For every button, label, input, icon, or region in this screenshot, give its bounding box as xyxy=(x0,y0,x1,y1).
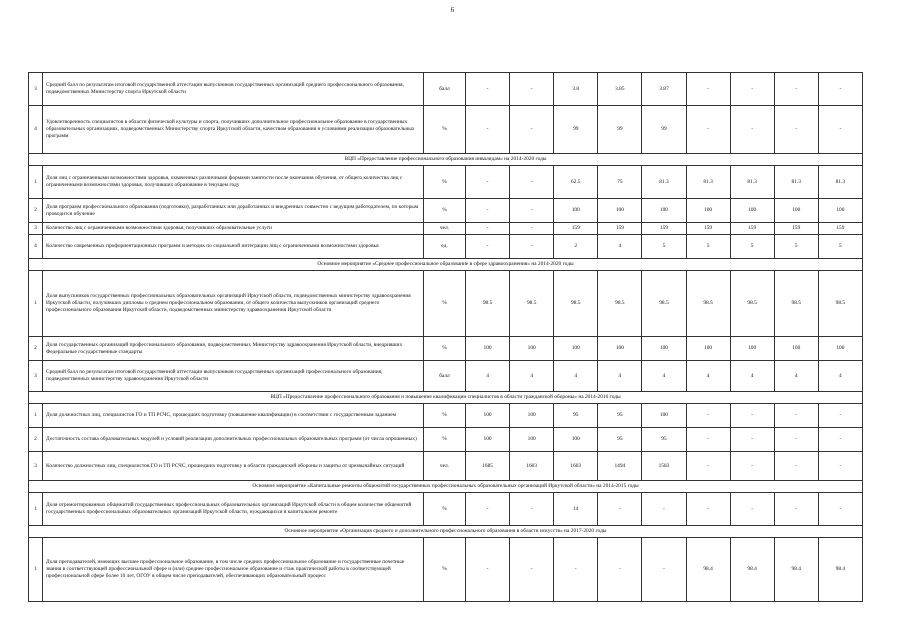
indicator-value: 159 xyxy=(554,223,598,235)
indicator-value: 5 xyxy=(686,235,730,259)
indicator-value: - xyxy=(466,493,510,526)
indicator-value: 159 xyxy=(686,223,730,235)
indicator-value: 98.5 xyxy=(730,271,774,337)
row-number: 3 xyxy=(29,73,43,106)
indicator-description: Средний балл по результатам итоговой государственной аттестации выпускников государственных организаций среднего профессионального образования, подведомственных Министерству спорта Иркутской области xyxy=(43,73,424,106)
indicator-value: 100 xyxy=(554,337,598,361)
indicator-value: 100 xyxy=(466,337,510,361)
row-number: 1 xyxy=(29,493,43,526)
indicator-value: 1494 xyxy=(598,452,642,481)
table-row xyxy=(29,235,863,259)
indicator-description: Доля отремонтированных общежитий государственных профессиональных образовательных организаций Иркутской области в общем количестве общежитий государственных профессиональных образовательных организаций Иркутской области, нуждающихся в капитальном ремонте xyxy=(43,493,424,526)
section-title: Основное мероприятие «Капитальные ремонты общежитий государственных профессиональных образовательных организаций Иркутской области» на 2014-2015 годы xyxy=(29,481,863,493)
indicator-value: 62.5 xyxy=(554,166,598,199)
table-row xyxy=(29,223,863,235)
indicator-value: 1583 xyxy=(642,452,686,481)
indicator-value: 4 xyxy=(598,361,642,392)
table-row xyxy=(29,361,863,392)
indicator-value: 4 xyxy=(510,361,554,392)
row-number: 2 xyxy=(29,337,43,361)
table-row xyxy=(29,73,863,106)
indicator-value: 4 xyxy=(466,361,510,392)
table-row xyxy=(29,428,863,452)
indicator-value: - xyxy=(774,493,818,526)
row-number: 2 xyxy=(29,428,43,452)
indicator-value: - xyxy=(642,493,686,526)
indicator-value: 95 xyxy=(554,404,598,428)
indicator-value: 98.5 xyxy=(686,271,730,337)
unit-of-measure: балл xyxy=(423,361,465,392)
indicator-value: - xyxy=(510,73,554,106)
indicator-value: - xyxy=(642,538,686,602)
indicator-value: - xyxy=(686,493,730,526)
indicator-value: - xyxy=(818,73,862,106)
indicator-value: - xyxy=(466,199,510,223)
indicator-value: 5 xyxy=(774,235,818,259)
indicator-value: - xyxy=(818,452,862,481)
indicator-value: 5 xyxy=(730,235,774,259)
indicator-value: - xyxy=(774,452,818,481)
row-number: 3 xyxy=(29,361,43,392)
indicator-value: - xyxy=(730,428,774,452)
indicator-value: 98.5 xyxy=(642,271,686,337)
indicator-value: 100 xyxy=(510,337,554,361)
section-title: ВЦП «Предоставление профессионального образования инвалидам» на 2014-2020 годы xyxy=(29,154,863,166)
row-number: 1 xyxy=(29,166,43,199)
unit-of-measure: % xyxy=(423,538,465,602)
indicator-value: 100 xyxy=(818,337,862,361)
indicator-value: - xyxy=(818,428,862,452)
indicator-value: - xyxy=(510,106,554,154)
indicator-description: Удовлетворенность специалистов в области физической культуры и спорта, получивших дополнительное профессиональное образование в государственных образовательных организациях, подведомственных Министерству спорта Иркутской области, качеством образования и условиями реализации образовательных программ xyxy=(43,106,424,154)
table-row xyxy=(29,452,863,481)
indicator-value: 1603 xyxy=(510,452,554,481)
indicator-value: 100 xyxy=(774,337,818,361)
row-number: 4 xyxy=(29,235,43,259)
indicator-value: 100 xyxy=(730,199,774,223)
indicator-value: - xyxy=(774,404,818,428)
indicator-value: 3.8 xyxy=(554,73,598,106)
indicator-value: 1685 xyxy=(466,452,510,481)
indicator-value: 100 xyxy=(642,199,686,223)
indicator-value: - xyxy=(510,199,554,223)
indicator-value: - xyxy=(510,538,554,602)
indicators-table xyxy=(28,72,863,602)
indicator-value: 5 xyxy=(818,235,862,259)
indicator-value: - xyxy=(730,73,774,106)
indicator-value: 81.3 xyxy=(818,166,862,199)
indicator-value: - xyxy=(686,404,730,428)
row-number: 1 xyxy=(29,404,43,428)
indicator-value: 100 xyxy=(598,337,642,361)
section-header-row xyxy=(29,526,863,538)
indicator-value: - xyxy=(466,538,510,602)
indicator-value: 100 xyxy=(818,199,862,223)
page-number: 6 xyxy=(450,6,455,14)
indicator-value: - xyxy=(730,493,774,526)
indicator-value: - xyxy=(510,166,554,199)
table-row xyxy=(29,106,863,154)
table-body xyxy=(29,73,863,602)
section-title: Основное мероприятие «Организация среднего и дополнительного профессионального образования в области искусств» на 2017-2020 годы xyxy=(29,526,863,538)
row-number: 4 xyxy=(29,106,43,154)
indicator-value: 4 xyxy=(598,235,642,259)
row-number: 2 xyxy=(29,199,43,223)
indicator-value: - xyxy=(730,106,774,154)
indicator-value: - xyxy=(818,493,862,526)
indicator-value: 98.5 xyxy=(554,271,598,337)
indicator-value: 100 xyxy=(554,428,598,452)
indicator-value: 95 xyxy=(598,428,642,452)
indicator-description: Доля должностных лиц, специалистов ГО и ТП РСЧС, прошедших подготовку (повышение квалификации) в соответствии с государственным заданием xyxy=(43,404,424,428)
indicator-value: 100 xyxy=(686,337,730,361)
indicator-value: - xyxy=(466,73,510,106)
indicator-description: Количество современных профориентационных программ и методик по социальной интеграции лиц с ограниченными возможностями здоровья xyxy=(43,235,424,259)
indicator-value: 4 xyxy=(818,361,862,392)
indicator-value: - xyxy=(686,73,730,106)
indicator-description: Доля выпускников государственных профессиональных образовательных организаций Иркутской области, подведомственных министерству здравоохранения Иркутской области, получивших дипломы о среднем профессиональном образовании, от общего количества выпускников организаций среднего профессионального образования Иркутской области, подведомственных министерству здравоохранения Иркутской области xyxy=(43,271,424,337)
indicator-value: 4 xyxy=(642,361,686,392)
unit-of-measure: чел. xyxy=(423,452,465,481)
indicator-value: - xyxy=(686,428,730,452)
row-number: 1 xyxy=(29,271,43,337)
indicator-value: 75 xyxy=(598,166,642,199)
indicator-value: - xyxy=(466,166,510,199)
indicator-value: 3.87 xyxy=(642,73,686,106)
indicator-value: 98.5 xyxy=(466,271,510,337)
table-row xyxy=(29,404,863,428)
unit-of-measure: % xyxy=(423,199,465,223)
indicator-value: 159 xyxy=(598,223,642,235)
indicator-value: 100 xyxy=(686,199,730,223)
indicator-value: 81.3 xyxy=(730,166,774,199)
indicator-description: Количество должностных лиц, специалистов ГО и ТП РСЧС, прошедших подготовку в области гражданской обороны и защиты от чрезвычайных ситуаций xyxy=(43,452,424,481)
indicator-value: 81.3 xyxy=(686,166,730,199)
table-row xyxy=(29,199,863,223)
indicator-value: 3.85 xyxy=(598,73,642,106)
indicator-value: - xyxy=(686,452,730,481)
indicator-value: - xyxy=(774,106,818,154)
indicator-value: 2 xyxy=(554,235,598,259)
indicator-value: 4 xyxy=(554,361,598,392)
indicator-description: Доля государственных организаций профессионального образования, подведомственных Министерству здравоохранения Иркутской области, внедривших Федеральные государственные стандарты xyxy=(43,337,424,361)
indicator-value: 98.4 xyxy=(686,538,730,602)
indicator-value: 4 xyxy=(730,361,774,392)
unit-of-measure: % xyxy=(423,271,465,337)
unit-of-measure: балл xyxy=(423,73,465,106)
table-row xyxy=(29,337,863,361)
section-header-row xyxy=(29,259,863,271)
table-row xyxy=(29,271,863,337)
indicator-value: 100 xyxy=(554,199,598,223)
indicator-value: 98.4 xyxy=(774,538,818,602)
indicator-value: - xyxy=(598,538,642,602)
indicator-value: 14 xyxy=(554,493,598,526)
indicator-value: 95 xyxy=(642,428,686,452)
indicator-value: - xyxy=(466,223,510,235)
unit-of-measure: % xyxy=(423,428,465,452)
indicator-value: 100 xyxy=(466,428,510,452)
unit-of-measure: % xyxy=(423,404,465,428)
indicator-value: - xyxy=(466,106,510,154)
unit-of-measure: % xyxy=(423,166,465,199)
indicator-value: 159 xyxy=(730,223,774,235)
indicator-value: - xyxy=(818,106,862,154)
indicator-description: Количество лиц с ограниченными возможностями здоровья, получивших образовательные услуги xyxy=(43,223,424,235)
indicator-value: 98.4 xyxy=(730,538,774,602)
unit-of-measure: % xyxy=(423,493,465,526)
section-header-row xyxy=(29,392,863,404)
indicator-description: Средний балл по результатам итоговой государственной аттестации выпускников государственных организаций профессионального образования, подведомственных министерству здравоохранения Иркутской области xyxy=(43,361,424,392)
indicator-value: 100 xyxy=(598,199,642,223)
indicator-value: - xyxy=(686,106,730,154)
indicator-value: 4 xyxy=(686,361,730,392)
table-row xyxy=(29,166,863,199)
indicator-value: - xyxy=(730,404,774,428)
indicator-value: 99 xyxy=(642,106,686,154)
table-row xyxy=(29,538,863,602)
row-number: 3 xyxy=(29,223,43,235)
indicator-value: 100 xyxy=(466,404,510,428)
section-title: ВЦП «Предоставление профессионального образования и повышение квалификации специалистов в области гражданской обороны» на 2014-2016 годы xyxy=(29,392,863,404)
indicator-value: 1603 xyxy=(554,452,598,481)
indicator-value: 98.5 xyxy=(818,271,862,337)
indicator-value: 100 xyxy=(642,337,686,361)
indicator-description: Доля лиц с ограниченными возможностями здоровья, охваченных различными формами занятости после окончания обучения, от общего количества лиц с ограниченными возможностями здоровья, получивших образование в текущем году xyxy=(43,166,424,199)
indicator-value: 5 xyxy=(642,235,686,259)
indicator-value: 100 xyxy=(730,337,774,361)
indicator-value: - xyxy=(598,493,642,526)
indicator-value: 98.5 xyxy=(510,271,554,337)
indicator-value: 100 xyxy=(774,199,818,223)
indicator-value: 100 xyxy=(642,404,686,428)
indicator-value: 98.4 xyxy=(818,538,862,602)
indicator-value: 4 xyxy=(774,361,818,392)
indicator-value: - xyxy=(730,452,774,481)
indicator-value: 100 xyxy=(510,428,554,452)
row-number: 1 xyxy=(29,538,43,602)
indicator-value: - xyxy=(510,493,554,526)
row-number: 3 xyxy=(29,452,43,481)
unit-of-measure: чел. xyxy=(423,223,465,235)
indicator-description: Доля преподавателей, имеющих высшее профессиональное образование, в том числе средних профессиональное образование и государственные почетные звания в соответствующей профессиональной сфере и (или) среднее профессиональное образование и стаж практической работы в соответствующей профессиональной сфере более 10 лет, ОГОУ в общем числе преподавателей, обеспечивающих образовательный процесс xyxy=(43,538,424,602)
indicator-value: - xyxy=(554,538,598,602)
indicator-value: 81.3 xyxy=(774,166,818,199)
indicator-description: Доля программ профессионального образования (подготовки), разработанных или доработанных и внедренных совместно с ведущим работодателем, по которым проводится обучение xyxy=(43,199,424,223)
indicator-value: 98.5 xyxy=(774,271,818,337)
indicator-value: - xyxy=(510,235,554,259)
unit-of-measure: % xyxy=(423,106,465,154)
indicator-value: - xyxy=(510,223,554,235)
indicator-description: Достаточность состава образовательных модулей и условий реализации дополнительных профессиональных образовательных программ (от числа опрошенных) xyxy=(43,428,424,452)
table-row xyxy=(29,493,863,526)
indicator-value: 99 xyxy=(598,106,642,154)
indicator-value: - xyxy=(774,73,818,106)
indicator-value: 95 xyxy=(598,404,642,428)
indicator-value: 99 xyxy=(554,106,598,154)
indicator-value: - xyxy=(818,404,862,428)
indicator-value: 159 xyxy=(642,223,686,235)
indicator-value: 81.3 xyxy=(642,166,686,199)
section-title: Основное мероприятие «Среднее профессиональное образование в сфере здравоохранения» на 2014-2020 годы xyxy=(29,259,863,271)
section-header-row xyxy=(29,154,863,166)
indicator-value: - xyxy=(466,235,510,259)
indicator-value: 159 xyxy=(818,223,862,235)
indicator-value: 100 xyxy=(510,404,554,428)
indicator-value: 98.5 xyxy=(598,271,642,337)
indicator-value: 159 xyxy=(774,223,818,235)
unit-of-measure: % xyxy=(423,337,465,361)
unit-of-measure: ед. xyxy=(423,235,465,259)
section-header-row xyxy=(29,481,863,493)
indicator-value: - xyxy=(774,428,818,452)
